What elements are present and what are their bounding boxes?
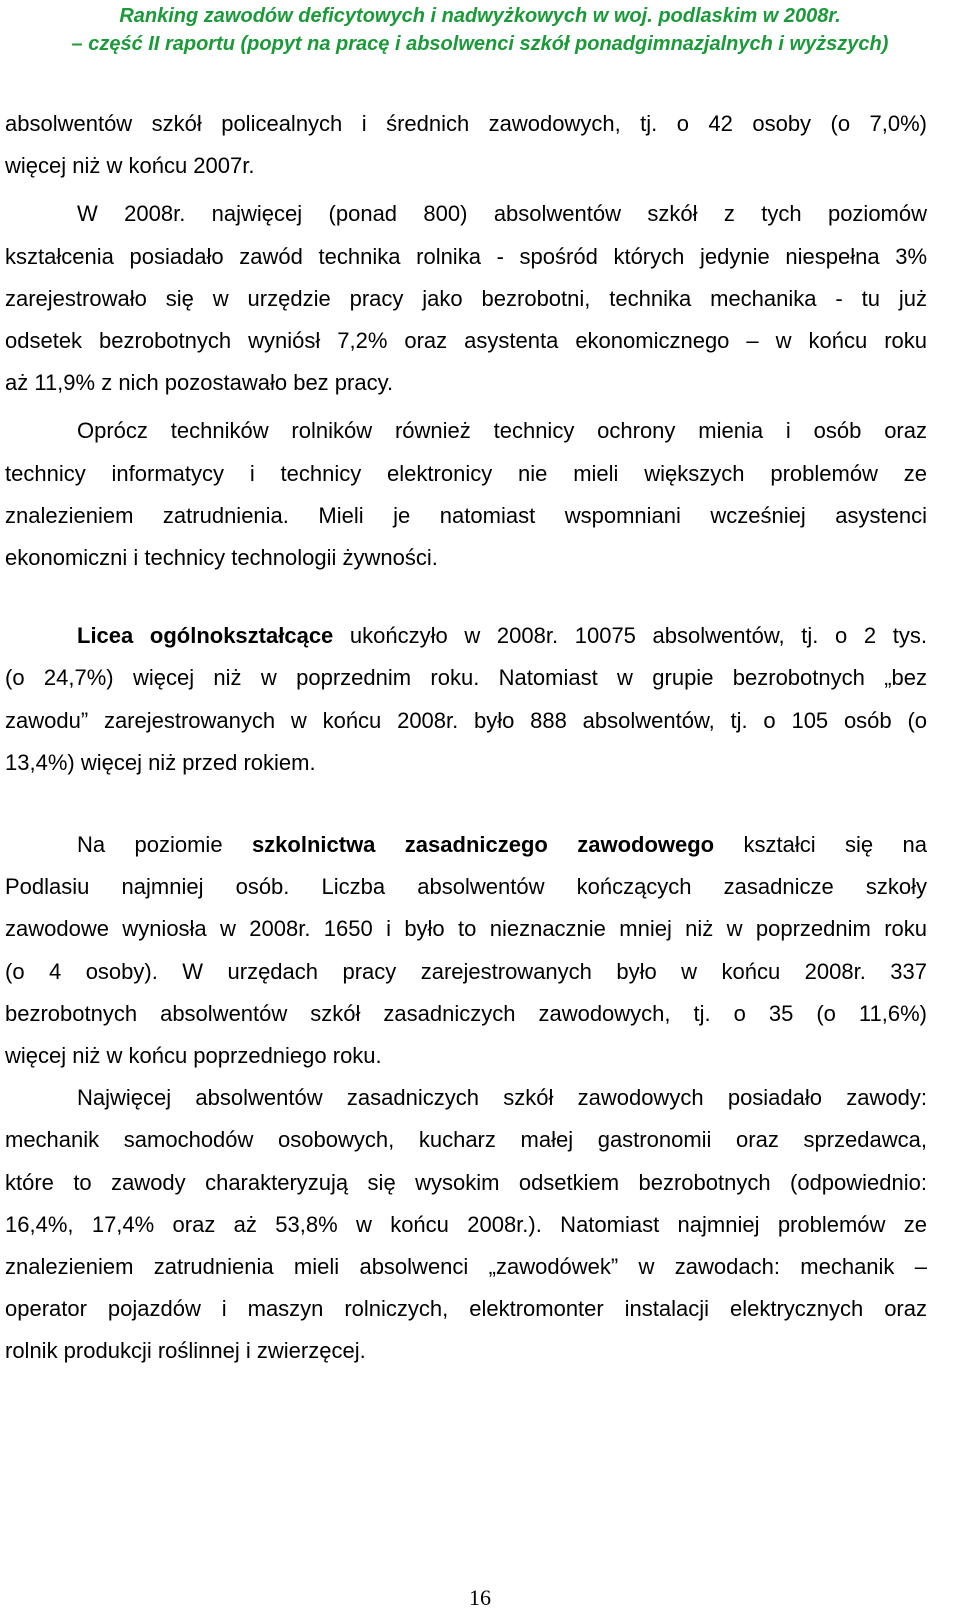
bold-term: Licea ogólnokształcące bbox=[77, 623, 334, 649]
text-line: odsetek bezrobotnych wyniósł 7,2% oraz asystenta ekonomicznego – w końcu roku bbox=[5, 328, 927, 354]
paragraph-vocational-professions bbox=[5, 1077, 927, 1372]
text-line: które to zawody charakteryzują się wysokim odsetkiem bezrobotnych (odpowiednio: bbox=[5, 1169, 927, 1195]
paragraph-other-technicians bbox=[5, 410, 927, 579]
text-line: znalezieniem zatrudnienia mieli absolwenci „zawodówek” w zawodach: mechanik – bbox=[5, 1254, 927, 1280]
text-line: W 2008r. najwięcej (ponad 800) absolwentów szkół z tych poziomów bbox=[77, 201, 927, 227]
running-header bbox=[0, 2, 960, 58]
text-fragment: ukończyło w 2008r. 10075 absolwentów, tj. o 2 tys. bbox=[333, 623, 927, 649]
text-line: bezrobotnych absolwentów szkół zasadniczych zawodowych, tj. o 35 (o 11,6%) bbox=[5, 1000, 927, 1026]
text-line: rolnik produkcji roślinnej i zwierzęcej. bbox=[5, 1338, 366, 1364]
text-line: więcej niż w końcu 2007r. bbox=[5, 153, 255, 179]
text-line bbox=[5, 824, 927, 866]
paragraph-vocational-schools bbox=[5, 824, 927, 1077]
header-subtitle-line: – część II raportu (popyt na pracę i absolwenci szkół ponadgimnazjalnych i wyższych) bbox=[71, 33, 889, 55]
text-line: (o 4 osoby). W urzędach pracy zarejestrowanych było w końcu 2008r. 337 bbox=[5, 958, 927, 984]
bold-term: szkolnictwa zasadniczego zawodowego bbox=[251, 832, 715, 858]
paragraph-continuation bbox=[5, 103, 927, 187]
text-line: aż 11,9% z nich pozostawało bez pracy. bbox=[5, 370, 394, 396]
text-line: ekonomiczni i technicy technologii żywności. bbox=[5, 545, 438, 571]
header-title-line: Ranking zawodów deficytowych i nadwyżkowych w woj. podlaskim w 2008r. bbox=[119, 5, 841, 27]
text-line: zarejestrowało się w urzędzie pracy jako bezrobotni, technika mechanika - tu już bbox=[5, 285, 927, 311]
text-line: 16,4%, 17,4% oraz aż 53,8% w końcu 2008r.). Natomiast najmniej problemów ze bbox=[5, 1211, 927, 1237]
text-fragment: Na poziomie bbox=[77, 832, 252, 858]
paragraph-technician-professions bbox=[5, 193, 927, 404]
page-number: 16 bbox=[469, 1585, 491, 1610]
paragraph-general-high-schools bbox=[5, 615, 927, 784]
text-line: Podlasiu najmniej osób. Liczba absolwentów kończących zasadnicze szkoły bbox=[5, 874, 927, 900]
text-line: operator pojazdów i maszyn rolniczych, elektromonter instalacji elektrycznych oraz bbox=[5, 1296, 927, 1322]
text-line: (o 24,7%) więcej niż w poprzednim roku. Natomiast w grupie bezrobotnych „bez bbox=[5, 665, 927, 691]
text-line: technicy informatycy i technicy elektronicy nie mieli większych problemów ze bbox=[5, 460, 927, 486]
text-line: Oprócz techników rolników również technicy ochrony mienia i osób oraz bbox=[77, 418, 927, 444]
text-line: mechanik samochodów osobowych, kucharz małej gastronomii oraz sprzedawca, bbox=[5, 1127, 927, 1153]
text-line: Najwięcej absolwentów zasadniczych szkół zawodowych posiadało zawody: bbox=[77, 1085, 927, 1111]
text-line: kształcenia posiadało zawód technika rolnika - spośród których jedynie niespełna 3% bbox=[5, 243, 927, 269]
text-line: więcej niż w końcu poprzedniego roku. bbox=[5, 1043, 382, 1069]
text-line: absolwentów szkół policealnych i średnich zawodowych, tj. o 42 osoby (o 7,0%) bbox=[5, 111, 927, 136]
text-line: zawodowe wyniosła w 2008r. 1650 i było to nieznacznie mniej niż w poprzednim roku bbox=[5, 916, 927, 942]
text-fragment: kształci się na bbox=[714, 832, 927, 858]
document-body bbox=[5, 103, 927, 1373]
text-line: znalezieniem zatrudnienia. Mieli je natomiast wspomniani wcześniej asystenci bbox=[5, 502, 927, 528]
text-line: 13,4%) więcej niż przed rokiem. bbox=[5, 749, 316, 775]
text-line: zawodu” zarejestrowanych w końcu 2008r. było 888 absolwentów, tj. o 105 osób (o bbox=[5, 707, 927, 733]
text-line bbox=[5, 615, 927, 657]
